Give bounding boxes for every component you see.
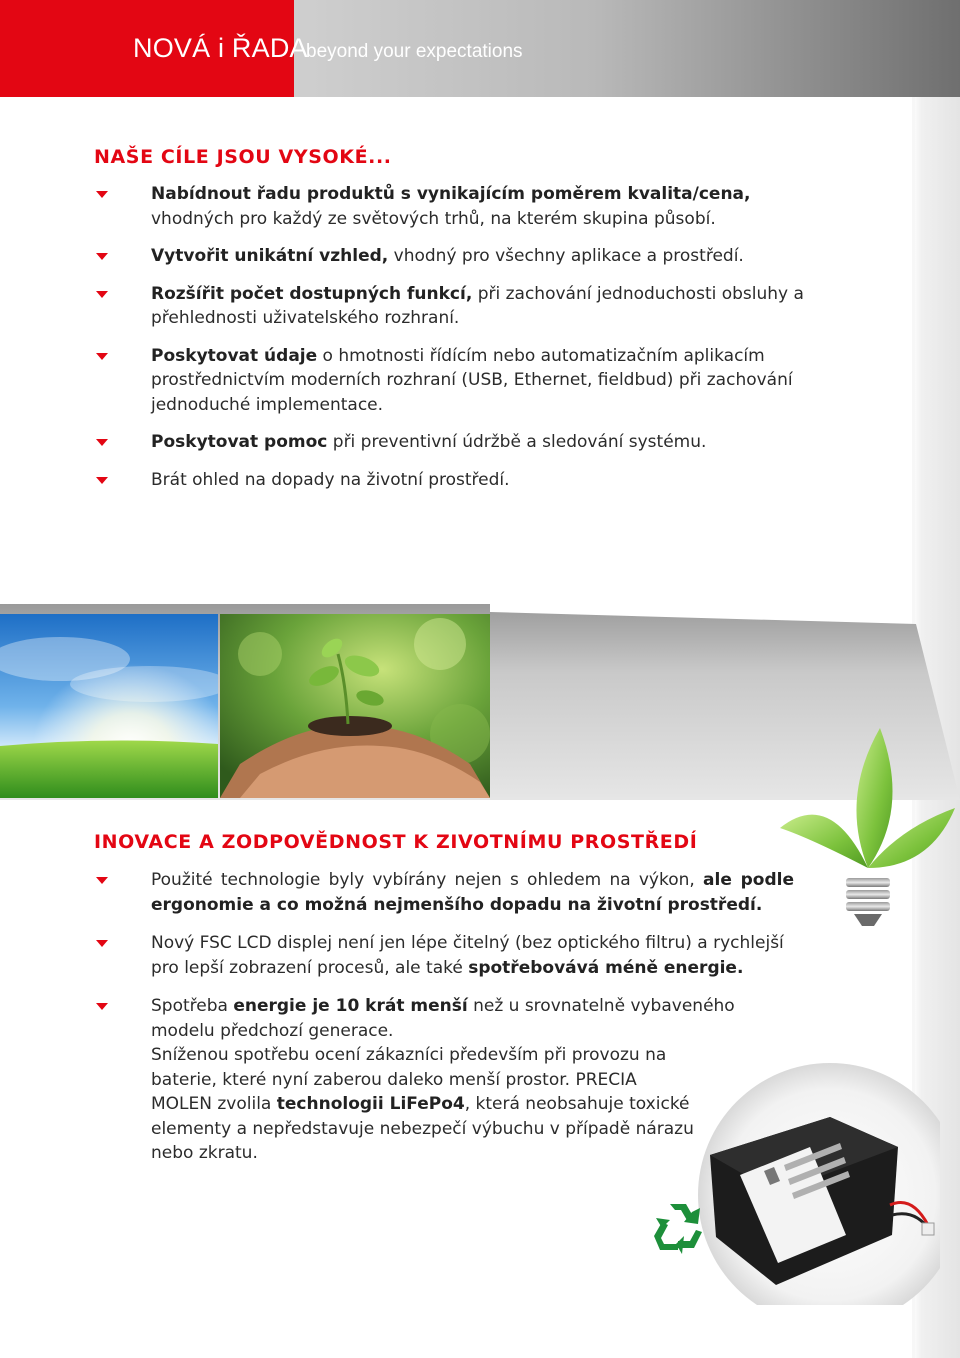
item-bold: Vytvořit unikátní vzhled, [151, 246, 389, 266]
item-bold: energie je 10 krát menší [233, 996, 468, 1016]
list-item [94, 282, 814, 331]
bullet-arrow-icon [96, 253, 108, 260]
item-text: o hmotnosti řídícím nebo automatizačním aplikacím prostřednictvím moderních rozhraní (USB, Ethernet, fieldbud) při zachování jednoduché implementace. [151, 345, 793, 415]
header-tagline: beyond your expectations [306, 41, 523, 62]
brand-title: NOVÁ i ŘADA [133, 33, 308, 63]
bullet-arrow-icon [96, 477, 108, 484]
item-bold: Rozšířit počet dostupných funkcí, [151, 283, 473, 304]
item-paragraph [151, 1043, 696, 1166]
goals-list [94, 182, 814, 492]
item-bold: Poskytovat údaje [151, 345, 318, 366]
item-text: Nový FSC LCD displej není jen lépe čitelný (bez optického filtru) a rychlejší pro lepší zobrazení procesů, ale také [151, 933, 784, 978]
battery-photo [680, 1055, 940, 1305]
item-text: než u srovnatelně vybaveného modelu předchozí generace. [151, 996, 735, 1041]
item-text: Brát ohled na dopady na životní prostředí. [151, 469, 510, 490]
item-bold: technologii LiFePo4 [276, 1094, 465, 1114]
recycle-icon [648, 1198, 708, 1256]
bullet-arrow-icon [96, 353, 108, 360]
item-text: vhodných pro každý ze světových trhů, na kterém skupina působí. [151, 208, 716, 229]
item-text: , která neobsahuje toxické elementy a nepředstavuje nebezpečí výbuchu v případě nárazu nebo zkratu. [151, 1094, 694, 1163]
item-bold: Nabídnout řadu produktů s vynikajícím poměrem kvalita/cena, [151, 184, 751, 204]
item-bold: Poskytovat pomoc [151, 432, 328, 452]
item-text: vhodný pro všechny aplikace a prostředí. [388, 246, 744, 266]
item-text: při zachování jednoduchosti obsluhy a přehlednosti uživatelského rozhraní. [151, 283, 804, 328]
item-text: Sníženou spotřebu ocení zákazníci především při provozu na baterie, které nyní zaberou daleko menší prostor. PRECIA MOLEN zvolila [151, 1045, 667, 1114]
list-item [94, 468, 814, 493]
list-item [94, 430, 814, 455]
item-bold: spotřebovává méně energie. [468, 957, 744, 978]
sky-field-photo [0, 614, 218, 798]
list-item [94, 244, 814, 269]
bullet-arrow-icon [96, 439, 108, 446]
bullet-arrow-icon [96, 877, 108, 884]
list-item [94, 344, 814, 418]
page-header [0, 0, 960, 97]
leaf-bulb-icon [770, 718, 960, 938]
item-text: při preventivní údržbě a sledování systému. [327, 432, 707, 452]
hands-seedling-photo [220, 614, 490, 798]
item-text: Použité technologie byly vybírány nejen s ohledem na výkon, [151, 870, 704, 890]
bullet-arrow-icon [96, 191, 108, 198]
bullet-arrow-icon [96, 1003, 108, 1010]
list-item [94, 182, 814, 231]
section-title-innovation: INOVACE A ZODPOVĚDNOST K ZIVOTNÍMU PROSTŘEDÍ [94, 831, 698, 853]
item-paragraph [151, 994, 794, 1043]
bullet-arrow-icon [96, 291, 108, 298]
section-title-goals: NAŠE CÍLE JSOU VYSOKÉ... [94, 146, 392, 168]
list-item [94, 931, 794, 980]
item-text: Spotřeba [151, 996, 234, 1016]
item-bold: ale podle ergonomie a co možná nejmenšího dopadu na životní prostředí. [151, 870, 794, 915]
bullet-arrow-icon [96, 940, 108, 947]
list-item [94, 868, 794, 917]
